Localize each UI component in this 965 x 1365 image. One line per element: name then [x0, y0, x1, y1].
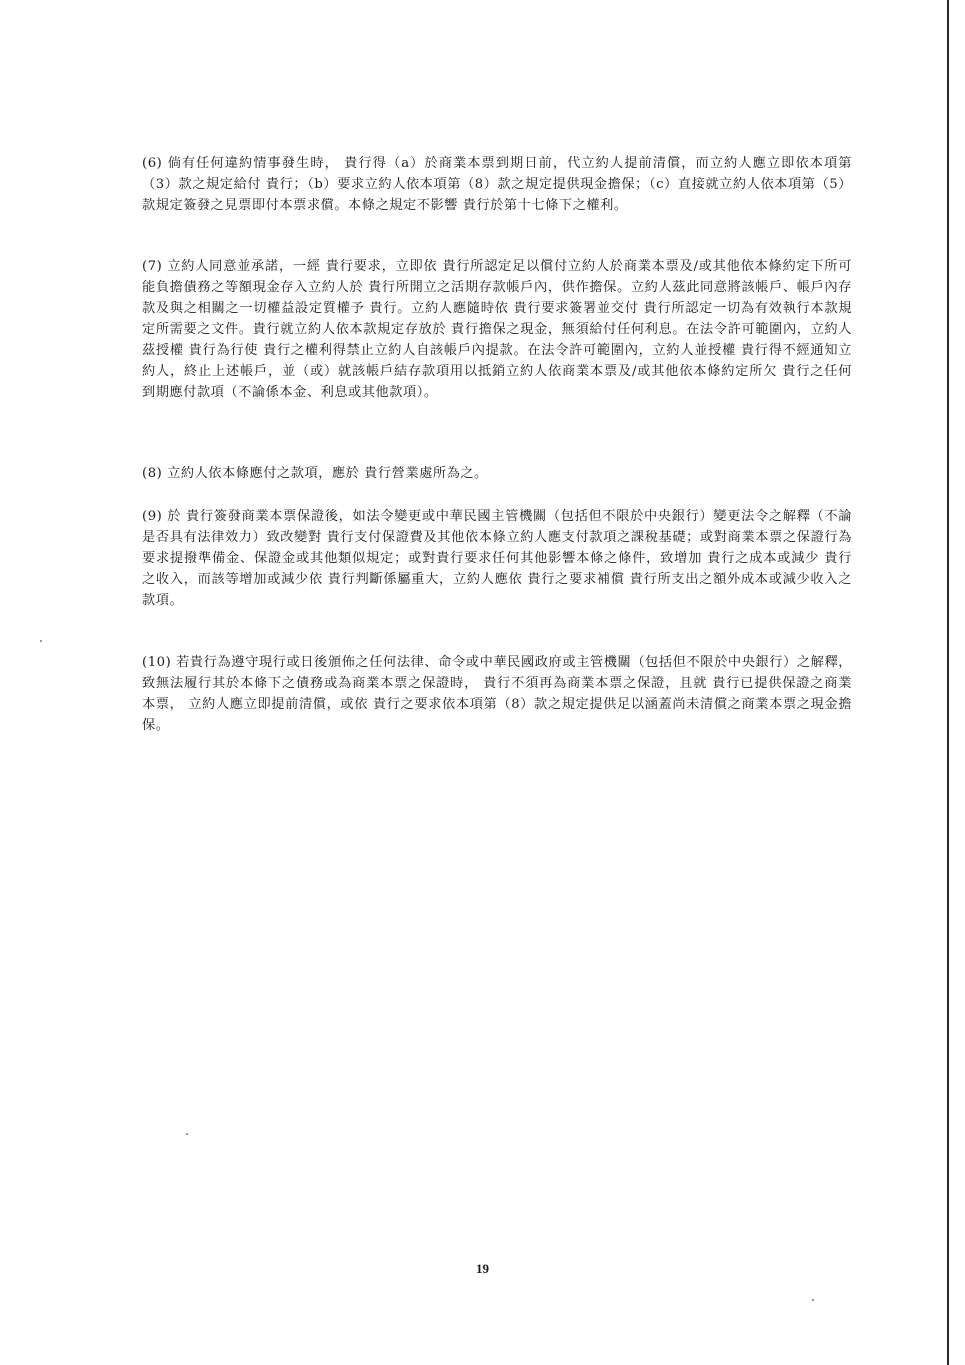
scan-speck	[40, 640, 42, 642]
clause-text: 若貴行為遵守現行或日後頒佈之任何法律、命令或中華民國政府或主管機關（包括但不限於中央銀行）之解釋，致無法履行其於本條下之債務或為商業本票之保證時， 貴行不須再為商業本票之保證，且就 貴行已提供保證之商業本票， 立約人應立即提前清償，或依 貴行之要求依本項第（8）款之規定提供足以涵蓋尚未清償之商業本票之現金擔保。	[142, 655, 852, 733]
clause-number: (9)	[142, 509, 163, 524]
clause-10	[142, 652, 852, 736]
clause-7	[142, 256, 852, 403]
clause-number: (10)	[142, 655, 172, 670]
clause-number: (7)	[142, 259, 163, 274]
clause-8	[142, 463, 852, 484]
clause-text: 立約人依本條應付之款項，應於 貴行營業處所為之。	[167, 466, 488, 481]
clause-9	[142, 506, 852, 611]
scan-speck	[812, 1299, 814, 1301]
page-number: 19	[476, 1261, 489, 1276]
clause-number: (6)	[142, 156, 163, 171]
scan-speck	[186, 1133, 188, 1135]
scan-edge-line	[947, 0, 949, 1365]
clause-text: 立約人同意並承諾，一經 貴行要求，立即依 貴行所認定足以償付立約人於商業本票及/或其他依本條約定下所可能負擔債務之等額現金存入立約人於 貴行所開立之活期存款帳戶內，供作擔保。立約人茲此同意將該帳戶、帳戶內存款及與之相關之一切權益設定質權予 貴行。立約人應隨時依 貴行要求簽署並交付 貴行所認定一切為有效執行本款規定所需要之文件。貴行就立約人依本款規定存放於 貴行擔保之現金，無須給付任何利息。在法令許可範圍內，立約人茲授權 貴行為行使 貴行之權利得禁止立約人自該帳戶內提款。在法令許可範圍內，立約人並授權 貴行得不經通知立約人，終止上述帳戶，並（或）就該帳戶結存款項用以抵銷立約人依商業本票及/或其他依本條約定所欠 貴行之任何到期應付款項（不論係本金、利息或其他款項）。	[142, 259, 852, 400]
clause-6	[142, 153, 852, 216]
clause-number: (8)	[142, 466, 163, 481]
clause-text: 於 貴行簽發商業本票保證後，如法令變更或中華民國主管機關（包括但不限於中央銀行）變更法令之解釋（不論是否具有法律效力）致改變對 貴行支付保證費及其他依本條立約人應支付款項之課稅基礎；或對商業本票之保證行為要求提撥準備金、保證金或其他類似規定；或對貴行要求任何其他影響本條之條件，致增加 貴行之成本或減少 貴行之收入，而該等增加或減少依 貴行判斷係屬重大，立約人應依 貴行之要求補償 貴行所支出之額外成本或減少收入之款項。	[142, 509, 852, 608]
clause-text: 倘有任何違約情事發生時， 貴行得（a）於商業本票到期日前，代立約人提前清償，而立約人應立即依本項第（3）款之規定給付 貴行；（b）要求立約人依本項第（8）款之規定提供現金擔保；（c）直接就立約人依本項第（5）款規定簽發之見票即付本票求償。本條之規定不影響 貴行於第十七條下之權利。	[142, 156, 852, 213]
